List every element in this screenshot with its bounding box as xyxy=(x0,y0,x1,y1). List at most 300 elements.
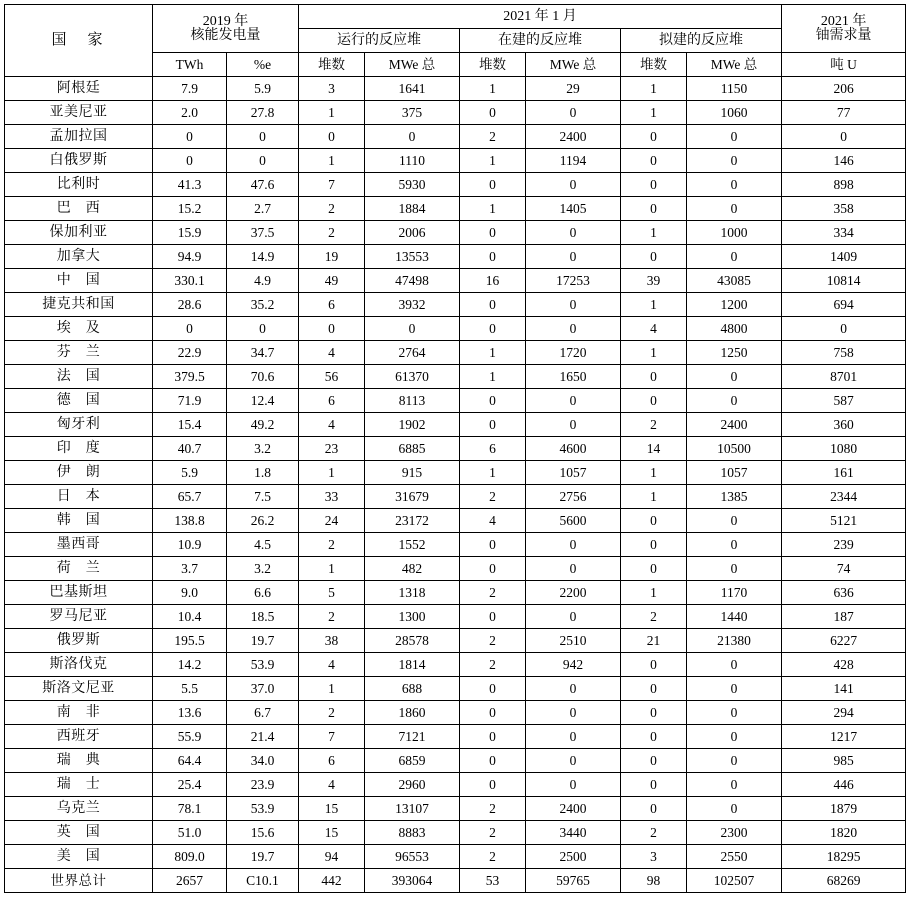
cell-op_mwe: 375 xyxy=(365,101,460,125)
cell-pl_mwe: 2300 xyxy=(687,821,782,845)
cell-con_mwe: 0 xyxy=(526,749,621,773)
cell-con_mwe: 0 xyxy=(526,533,621,557)
cell-op_mwe: 61370 xyxy=(365,365,460,389)
cell-con_mwe: 1405 xyxy=(526,197,621,221)
cell-country: 美 国 xyxy=(5,845,153,869)
cell-op_units: 1 xyxy=(299,149,365,173)
cell-op_mwe: 6859 xyxy=(365,749,460,773)
table-row xyxy=(5,509,906,533)
cell-con_units: 2 xyxy=(460,797,526,821)
cell-u_demand: 985 xyxy=(782,749,906,773)
header-col-operating-units: 堆数 xyxy=(299,53,365,77)
cell-pl_units: 1 xyxy=(621,101,687,125)
cell-country: 韩 国 xyxy=(5,509,153,533)
cell-pl_mwe: 0 xyxy=(687,725,782,749)
cell-pl_units: 0 xyxy=(621,509,687,533)
cell-u_demand: 1080 xyxy=(782,437,906,461)
cell-op_mwe: 7121 xyxy=(365,725,460,749)
cell-u_demand: 5121 xyxy=(782,509,906,533)
cell-pe: 18.5 xyxy=(227,605,299,629)
cell-twh: 0 xyxy=(153,317,227,341)
cell-op_mwe: 8113 xyxy=(365,389,460,413)
cell-op_mwe: 915 xyxy=(365,461,460,485)
cell-u_demand: 360 xyxy=(782,413,906,437)
cell-con_mwe: 59765 xyxy=(526,869,621,893)
cell-con_units: 2 xyxy=(460,485,526,509)
cell-op_mwe: 47498 xyxy=(365,269,460,293)
cell-op_units: 2 xyxy=(299,605,365,629)
table-row xyxy=(5,749,906,773)
header-group-uranium xyxy=(782,5,906,53)
cell-pl_mwe: 2550 xyxy=(687,845,782,869)
cell-pl_mwe: 0 xyxy=(687,749,782,773)
cell-op_units: 6 xyxy=(299,749,365,773)
table-row xyxy=(5,245,906,269)
cell-con_mwe: 0 xyxy=(526,173,621,197)
cell-op_mwe: 2764 xyxy=(365,341,460,365)
cell-pl_mwe: 43085 xyxy=(687,269,782,293)
cell-twh: 51.0 xyxy=(153,821,227,845)
cell-u_demand: 334 xyxy=(782,221,906,245)
cell-con_units: 16 xyxy=(460,269,526,293)
cell-pl_mwe: 1440 xyxy=(687,605,782,629)
cell-pl_units: 0 xyxy=(621,653,687,677)
cell-op_units: 33 xyxy=(299,485,365,509)
cell-pe: 6.7 xyxy=(227,701,299,725)
cell-op_mwe: 6885 xyxy=(365,437,460,461)
cell-op_units: 4 xyxy=(299,773,365,797)
cell-country: 比利时 xyxy=(5,173,153,197)
cell-twh: 94.9 xyxy=(153,245,227,269)
cell-pl_units: 4 xyxy=(621,317,687,341)
cell-pl_mwe: 0 xyxy=(687,701,782,725)
cell-twh: 0 xyxy=(153,149,227,173)
cell-pl_units: 1 xyxy=(621,221,687,245)
table-row xyxy=(5,125,906,149)
cell-pl_mwe: 0 xyxy=(687,653,782,677)
cell-pe: 15.6 xyxy=(227,821,299,845)
cell-op_mwe: 1300 xyxy=(365,605,460,629)
table-row xyxy=(5,701,906,725)
cell-pl_mwe: 1250 xyxy=(687,341,782,365)
cell-pl_units: 0 xyxy=(621,197,687,221)
cell-pl_mwe: 0 xyxy=(687,197,782,221)
cell-country: 捷克共和国 xyxy=(5,293,153,317)
cell-con_mwe: 0 xyxy=(526,725,621,749)
cell-twh: 64.4 xyxy=(153,749,227,773)
header-sub-planned: 拟建的反应堆 xyxy=(621,29,782,53)
table-row xyxy=(5,389,906,413)
cell-op_units: 3 xyxy=(299,77,365,101)
table-row xyxy=(5,317,906,341)
cell-country: 世界总计 xyxy=(5,869,153,893)
cell-con_units: 0 xyxy=(460,677,526,701)
cell-op_mwe: 5930 xyxy=(365,173,460,197)
cell-pe: 0 xyxy=(227,149,299,173)
cell-pl_mwe: 0 xyxy=(687,365,782,389)
cell-con_mwe: 0 xyxy=(526,773,621,797)
cell-country: 亚美尼亚 xyxy=(5,101,153,125)
cell-pl_mwe: 1385 xyxy=(687,485,782,509)
cell-op_units: 94 xyxy=(299,845,365,869)
table-row xyxy=(5,437,906,461)
cell-con_mwe: 1057 xyxy=(526,461,621,485)
cell-pe: 53.9 xyxy=(227,653,299,677)
cell-pl_mwe: 0 xyxy=(687,173,782,197)
cell-pl_mwe: 1000 xyxy=(687,221,782,245)
cell-con_mwe: 1194 xyxy=(526,149,621,173)
cell-con_units: 0 xyxy=(460,293,526,317)
cell-con_units: 2 xyxy=(460,581,526,605)
table-row xyxy=(5,485,906,509)
header-group-2019 xyxy=(153,5,299,53)
cell-twh: 15.4 xyxy=(153,413,227,437)
table-row xyxy=(5,413,906,437)
table-row xyxy=(5,797,906,821)
cell-con_units: 6 xyxy=(460,437,526,461)
table-row xyxy=(5,677,906,701)
cell-pe: 70.6 xyxy=(227,365,299,389)
cell-twh: 41.3 xyxy=(153,173,227,197)
cell-op_mwe: 1552 xyxy=(365,533,460,557)
header-col-pe: %e xyxy=(227,53,299,77)
cell-con_mwe: 2500 xyxy=(526,845,621,869)
cell-op_units: 4 xyxy=(299,413,365,437)
cell-pe: 14.9 xyxy=(227,245,299,269)
cell-op_units: 0 xyxy=(299,125,365,149)
cell-con_units: 0 xyxy=(460,725,526,749)
cell-country: 芬 兰 xyxy=(5,341,153,365)
cell-country: 斯洛伐克 xyxy=(5,653,153,677)
cell-op_mwe: 23172 xyxy=(365,509,460,533)
cell-pl_units: 0 xyxy=(621,677,687,701)
table-row xyxy=(5,581,906,605)
cell-pe: 37.0 xyxy=(227,677,299,701)
cell-twh: 55.9 xyxy=(153,725,227,749)
cell-con_units: 0 xyxy=(460,701,526,725)
cell-pl_units: 0 xyxy=(621,749,687,773)
cell-country: 法 国 xyxy=(5,365,153,389)
cell-con_mwe: 0 xyxy=(526,701,621,725)
cell-twh: 71.9 xyxy=(153,389,227,413)
cell-twh: 40.7 xyxy=(153,437,227,461)
table-row xyxy=(5,221,906,245)
cell-u_demand: 694 xyxy=(782,293,906,317)
cell-pl_units: 98 xyxy=(621,869,687,893)
cell-pl_mwe: 1200 xyxy=(687,293,782,317)
cell-pl_units: 0 xyxy=(621,149,687,173)
table-row xyxy=(5,845,906,869)
cell-op_mwe: 96553 xyxy=(365,845,460,869)
cell-con_units: 2 xyxy=(460,629,526,653)
cell-pe: 3.2 xyxy=(227,557,299,581)
cell-op_units: 5 xyxy=(299,581,365,605)
cell-twh: 809.0 xyxy=(153,845,227,869)
table-row xyxy=(5,77,906,101)
cell-op_units: 2 xyxy=(299,197,365,221)
cell-op_units: 2 xyxy=(299,533,365,557)
cell-country: 日 本 xyxy=(5,485,153,509)
cell-op_units: 2 xyxy=(299,701,365,725)
cell-country: 匈牙利 xyxy=(5,413,153,437)
cell-u_demand: 239 xyxy=(782,533,906,557)
cell-op_mwe: 1318 xyxy=(365,581,460,605)
cell-pe: 47.6 xyxy=(227,173,299,197)
cell-country: 加拿大 xyxy=(5,245,153,269)
cell-u_demand: 358 xyxy=(782,197,906,221)
cell-con_mwe: 2510 xyxy=(526,629,621,653)
table-row xyxy=(5,557,906,581)
cell-con_mwe: 1650 xyxy=(526,365,621,389)
cell-op_units: 6 xyxy=(299,389,365,413)
header-group-2021: 2021 年 1 月 xyxy=(299,5,782,29)
table-row xyxy=(5,533,906,557)
cell-op_mwe: 1902 xyxy=(365,413,460,437)
cell-twh: 15.2 xyxy=(153,197,227,221)
header-col-planned-units: 堆数 xyxy=(621,53,687,77)
header-group-2019-line2: 核能发电量 xyxy=(190,27,261,43)
cell-country: 乌克兰 xyxy=(5,797,153,821)
cell-u_demand: 294 xyxy=(782,701,906,725)
cell-twh: 13.6 xyxy=(153,701,227,725)
cell-op_units: 0 xyxy=(299,317,365,341)
cell-op_units: 1 xyxy=(299,677,365,701)
cell-con_units: 1 xyxy=(460,77,526,101)
cell-con_mwe: 2200 xyxy=(526,581,621,605)
header-col-planned-mwe: MWe 总 xyxy=(687,53,782,77)
cell-pl_units: 21 xyxy=(621,629,687,653)
cell-con_units: 4 xyxy=(460,509,526,533)
cell-con_units: 1 xyxy=(460,461,526,485)
cell-country: 印 度 xyxy=(5,437,153,461)
cell-op_units: 15 xyxy=(299,821,365,845)
table-row xyxy=(5,101,906,125)
cell-pl_units: 0 xyxy=(621,725,687,749)
cell-pl_mwe: 0 xyxy=(687,773,782,797)
cell-pl_units: 2 xyxy=(621,821,687,845)
cell-country: 中 国 xyxy=(5,269,153,293)
cell-con_units: 2 xyxy=(460,821,526,845)
cell-con_mwe: 0 xyxy=(526,605,621,629)
cell-pl_units: 14 xyxy=(621,437,687,461)
cell-op_units: 6 xyxy=(299,293,365,317)
cell-u_demand: 636 xyxy=(782,581,906,605)
cell-pl_units: 39 xyxy=(621,269,687,293)
cell-op_mwe: 393064 xyxy=(365,869,460,893)
cell-con_units: 0 xyxy=(460,317,526,341)
table-row xyxy=(5,365,906,389)
cell-country: 英 国 xyxy=(5,821,153,845)
cell-pl_mwe: 0 xyxy=(687,533,782,557)
cell-pl_units: 0 xyxy=(621,245,687,269)
cell-con_mwe: 2756 xyxy=(526,485,621,509)
cell-con_units: 1 xyxy=(460,341,526,365)
cell-country: 荷 兰 xyxy=(5,557,153,581)
cell-u_demand: 1879 xyxy=(782,797,906,821)
cell-op_mwe: 1814 xyxy=(365,653,460,677)
cell-twh: 5.5 xyxy=(153,677,227,701)
cell-con_units: 0 xyxy=(460,101,526,125)
cell-u_demand: 758 xyxy=(782,341,906,365)
cell-pl_units: 1 xyxy=(621,485,687,509)
cell-op_units: 1 xyxy=(299,557,365,581)
cell-pl_units: 2 xyxy=(621,413,687,437)
cell-con_units: 1 xyxy=(460,197,526,221)
cell-twh: 2657 xyxy=(153,869,227,893)
cell-con_mwe: 0 xyxy=(526,101,621,125)
cell-u_demand: 446 xyxy=(782,773,906,797)
cell-country: 瑞 士 xyxy=(5,773,153,797)
cell-twh: 22.9 xyxy=(153,341,227,365)
cell-twh: 65.7 xyxy=(153,485,227,509)
cell-pe: 19.7 xyxy=(227,629,299,653)
header-country: 国 家 xyxy=(5,5,153,77)
cell-twh: 3.7 xyxy=(153,557,227,581)
cell-twh: 5.9 xyxy=(153,461,227,485)
cell-pl_units: 1 xyxy=(621,77,687,101)
cell-pe: 4.5 xyxy=(227,533,299,557)
cell-op_units: 2 xyxy=(299,221,365,245)
table-row xyxy=(5,341,906,365)
cell-u_demand: 6227 xyxy=(782,629,906,653)
cell-op_mwe: 31679 xyxy=(365,485,460,509)
header-col-uranium: 吨 U xyxy=(782,53,906,77)
cell-op_mwe: 8883 xyxy=(365,821,460,845)
cell-pe: 26.2 xyxy=(227,509,299,533)
cell-con_units: 0 xyxy=(460,245,526,269)
cell-con_mwe: 5600 xyxy=(526,509,621,533)
cell-u_demand: 8701 xyxy=(782,365,906,389)
cell-country: 瑞 典 xyxy=(5,749,153,773)
cell-con_mwe: 0 xyxy=(526,677,621,701)
cell-con_mwe: 0 xyxy=(526,221,621,245)
header-row-groups xyxy=(5,5,906,29)
cell-con_mwe: 29 xyxy=(526,77,621,101)
cell-u_demand: 187 xyxy=(782,605,906,629)
cell-pl_mwe: 0 xyxy=(687,245,782,269)
cell-u_demand: 428 xyxy=(782,653,906,677)
cell-op_mwe: 1641 xyxy=(365,77,460,101)
cell-u_demand: 2344 xyxy=(782,485,906,509)
cell-twh: 10.4 xyxy=(153,605,227,629)
header-group-uranium-line1: 2021 年 xyxy=(820,13,867,29)
cell-pl_units: 0 xyxy=(621,797,687,821)
cell-con_units: 2 xyxy=(460,653,526,677)
cell-con_mwe: 3440 xyxy=(526,821,621,845)
cell-u_demand: 587 xyxy=(782,389,906,413)
cell-u_demand: 68269 xyxy=(782,869,906,893)
header-col-construction-mwe: MWe 总 xyxy=(526,53,621,77)
cell-pe: 34.0 xyxy=(227,749,299,773)
cell-u_demand: 146 xyxy=(782,149,906,173)
cell-con_mwe: 2400 xyxy=(526,797,621,821)
cell-con_units: 53 xyxy=(460,869,526,893)
table-row xyxy=(5,173,906,197)
cell-con_mwe: 942 xyxy=(526,653,621,677)
cell-pl_units: 0 xyxy=(621,701,687,725)
cell-country: 巴基斯坦 xyxy=(5,581,153,605)
cell-op_units: 38 xyxy=(299,629,365,653)
cell-pl_units: 1 xyxy=(621,341,687,365)
cell-pe: C10.1 xyxy=(227,869,299,893)
cell-con_units: 0 xyxy=(460,773,526,797)
cell-pl_units: 0 xyxy=(621,533,687,557)
cell-u_demand: 0 xyxy=(782,317,906,341)
header-sub-operating: 运行的反应堆 xyxy=(299,29,460,53)
cell-u_demand: 206 xyxy=(782,77,906,101)
table-row xyxy=(5,725,906,749)
cell-pl_units: 0 xyxy=(621,773,687,797)
cell-op_units: 56 xyxy=(299,365,365,389)
cell-twh: 138.8 xyxy=(153,509,227,533)
cell-op_mwe: 2960 xyxy=(365,773,460,797)
cell-pl_mwe: 4800 xyxy=(687,317,782,341)
cell-country: 阿根廷 xyxy=(5,77,153,101)
cell-op_mwe: 482 xyxy=(365,557,460,581)
cell-op_units: 23 xyxy=(299,437,365,461)
cell-pe: 7.5 xyxy=(227,485,299,509)
cell-pe: 49.2 xyxy=(227,413,299,437)
cell-con_mwe: 0 xyxy=(526,557,621,581)
cell-op_units: 19 xyxy=(299,245,365,269)
cell-con_units: 0 xyxy=(460,389,526,413)
cell-pe: 21.4 xyxy=(227,725,299,749)
cell-pl_units: 0 xyxy=(621,125,687,149)
cell-pl_units: 2 xyxy=(621,605,687,629)
cell-pl_mwe: 21380 xyxy=(687,629,782,653)
cell-twh: 28.6 xyxy=(153,293,227,317)
cell-country: 白俄罗斯 xyxy=(5,149,153,173)
cell-pe: 19.7 xyxy=(227,845,299,869)
cell-pe: 53.9 xyxy=(227,797,299,821)
cell-pl_units: 0 xyxy=(621,389,687,413)
cell-con_mwe: 0 xyxy=(526,389,621,413)
cell-pl_units: 0 xyxy=(621,557,687,581)
table-row xyxy=(5,269,906,293)
cell-op_mwe: 1110 xyxy=(365,149,460,173)
cell-con_units: 0 xyxy=(460,173,526,197)
cell-twh: 2.0 xyxy=(153,101,227,125)
cell-pe: 35.2 xyxy=(227,293,299,317)
cell-pe: 27.8 xyxy=(227,101,299,125)
cell-twh: 379.5 xyxy=(153,365,227,389)
cell-con_units: 0 xyxy=(460,557,526,581)
cell-op_units: 15 xyxy=(299,797,365,821)
cell-pl_mwe: 1060 xyxy=(687,101,782,125)
cell-u_demand: 18295 xyxy=(782,845,906,869)
table-header xyxy=(5,5,906,77)
table-row-total xyxy=(5,869,906,893)
cell-twh: 195.5 xyxy=(153,629,227,653)
header-group-2019-line1: 2019 年 xyxy=(202,13,249,29)
cell-pl_mwe: 0 xyxy=(687,677,782,701)
cell-pl_mwe: 1057 xyxy=(687,461,782,485)
cell-u_demand: 1217 xyxy=(782,725,906,749)
cell-pe: 4.9 xyxy=(227,269,299,293)
cell-country: 巴 西 xyxy=(5,197,153,221)
cell-op_units: 4 xyxy=(299,341,365,365)
cell-country: 埃 及 xyxy=(5,317,153,341)
cell-pl_mwe: 0 xyxy=(687,149,782,173)
cell-country: 斯洛文尼亚 xyxy=(5,677,153,701)
cell-op_mwe: 13107 xyxy=(365,797,460,821)
cell-pl_units: 0 xyxy=(621,365,687,389)
cell-con_mwe: 1720 xyxy=(526,341,621,365)
cell-country: 西班牙 xyxy=(5,725,153,749)
cell-pe: 34.7 xyxy=(227,341,299,365)
cell-country: 墨西哥 xyxy=(5,533,153,557)
cell-con_mwe: 0 xyxy=(526,245,621,269)
